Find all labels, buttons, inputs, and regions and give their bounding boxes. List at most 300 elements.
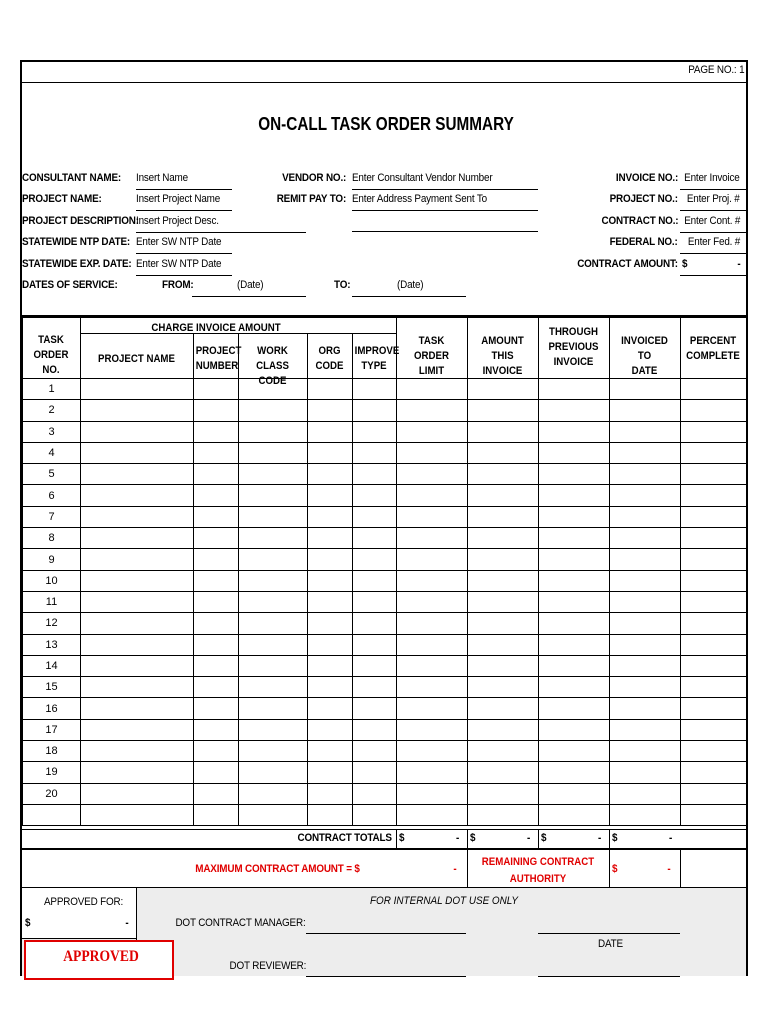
table-cell[interactable] <box>610 379 681 400</box>
table-cell[interactable] <box>81 400 194 421</box>
table-cell[interactable] <box>353 400 397 421</box>
table-cell[interactable] <box>308 677 353 698</box>
table-cell[interactable] <box>308 719 353 740</box>
table-cell[interactable] <box>353 677 397 698</box>
row-number: 12 <box>23 613 81 634</box>
header-through-previous-invoice: THROUGH PREVIOUS INVOICE <box>548 326 599 368</box>
row-number: 15 <box>23 677 81 698</box>
total-value: - <box>669 832 673 844</box>
header-invoiced-to-date: INVOICED TO DATE <box>621 335 668 377</box>
table-cell[interactable] <box>610 464 681 485</box>
row-number: 13 <box>23 634 81 655</box>
table-cell[interactable] <box>239 421 308 442</box>
header-org-code: ORG CODE <box>315 345 344 372</box>
table-cell[interactable] <box>353 655 397 676</box>
table-cell[interactable] <box>539 421 610 442</box>
table-cell[interactable] <box>539 485 610 506</box>
table-cell[interactable] <box>353 485 397 506</box>
table-cell[interactable] <box>81 783 194 804</box>
table-cell[interactable] <box>468 464 539 485</box>
table-cell[interactable] <box>239 549 308 570</box>
table-row <box>23 655 747 676</box>
table-row <box>23 485 747 506</box>
table-cell[interactable] <box>308 591 353 612</box>
table-cell[interactable] <box>468 379 539 400</box>
date-label: DATE <box>598 938 623 950</box>
table-row <box>23 549 747 570</box>
row-number: 17 <box>23 719 81 740</box>
table-cell[interactable] <box>239 506 308 527</box>
table-cell[interactable] <box>397 698 468 719</box>
remit-pay-to-field[interactable]: Enter Address Payment Sent To <box>352 193 487 205</box>
header-amount-this-invoice: AMOUNT THIS INVOICE <box>481 335 524 377</box>
table-cell[interactable] <box>681 762 747 783</box>
table-cell[interactable] <box>610 400 681 421</box>
table-cell[interactable] <box>468 634 539 655</box>
table-cell[interactable] <box>397 762 468 783</box>
row-number: 4 <box>23 442 81 463</box>
table-cell[interactable] <box>81 741 194 762</box>
table-cell[interactable] <box>308 698 353 719</box>
table-cell[interactable] <box>239 464 308 485</box>
table-cell[interactable] <box>539 400 610 421</box>
table-cell[interactable] <box>610 549 681 570</box>
table-cell[interactable] <box>681 421 747 442</box>
table-cell[interactable] <box>308 485 353 506</box>
table-cell[interactable] <box>353 762 397 783</box>
table-cell[interactable] <box>681 570 747 591</box>
table-cell[interactable] <box>539 549 610 570</box>
table-cell[interactable] <box>468 741 539 762</box>
table-cell[interactable] <box>239 698 308 719</box>
table-cell[interactable] <box>468 506 539 527</box>
table-cell[interactable] <box>610 698 681 719</box>
task-order-table <box>22 317 747 826</box>
row-number: 7 <box>23 506 81 527</box>
contract-amount-label: CONTRACT AMOUNT: <box>577 258 678 270</box>
approved-for-label: APPROVED FOR: <box>44 896 124 908</box>
table-cell[interactable] <box>81 698 194 719</box>
right-field-label: INVOICE NO.: <box>615 172 678 184</box>
total-value: - <box>598 832 602 844</box>
table-cell[interactable] <box>397 421 468 442</box>
dot-contract-manager-label: DOT CONTRACT MANAGER: <box>175 917 306 929</box>
approved-stamp: APPROVED <box>24 940 174 980</box>
table-cell[interactable] <box>610 655 681 676</box>
table-cell[interactable] <box>610 570 681 591</box>
table-cell[interactable] <box>397 677 468 698</box>
table-cell[interactable] <box>81 591 194 612</box>
table-cell[interactable] <box>353 719 397 740</box>
table-row <box>23 783 747 804</box>
header-project-name: PROJECT NAME <box>98 353 175 365</box>
table-cell[interactable] <box>397 570 468 591</box>
table-cell[interactable] <box>194 719 239 740</box>
table-row <box>23 762 747 783</box>
left-field-value[interactable]: Enter SW NTP Date <box>136 258 222 270</box>
table-cell[interactable] <box>353 506 397 527</box>
table-cell[interactable] <box>194 613 239 634</box>
table-cell[interactable] <box>397 464 468 485</box>
table-cell[interactable] <box>610 719 681 740</box>
header-task-order-no: TASK ORDER NO. <box>33 334 69 376</box>
table-cell[interactable] <box>239 634 308 655</box>
table-cell[interactable] <box>397 442 468 463</box>
approved-for-value[interactable]: - <box>124 917 128 929</box>
table-cell[interactable] <box>681 591 747 612</box>
table-cell[interactable] <box>539 719 610 740</box>
to-label: TO: <box>334 279 351 291</box>
table-cell[interactable] <box>353 698 397 719</box>
table-cell[interactable] <box>194 379 239 400</box>
table-cell[interactable] <box>397 783 468 804</box>
table-cell[interactable] <box>81 677 194 698</box>
table-cell[interactable] <box>308 464 353 485</box>
table-cell[interactable] <box>194 570 239 591</box>
table-cell[interactable] <box>539 464 610 485</box>
table-cell[interactable] <box>539 379 610 400</box>
table-cell[interactable] <box>194 698 239 719</box>
table-cell[interactable] <box>194 485 239 506</box>
table-row <box>23 741 747 762</box>
table-cell[interactable] <box>681 741 747 762</box>
table-cell[interactable] <box>353 549 397 570</box>
table-cell[interactable] <box>308 741 353 762</box>
table-cell[interactable] <box>308 762 353 783</box>
table-cell[interactable] <box>194 549 239 570</box>
table-cell[interactable] <box>681 506 747 527</box>
total-currency: $ <box>470 832 476 844</box>
vendor-no-label: VENDOR NO.: <box>281 172 346 184</box>
table-cell[interactable] <box>539 783 610 804</box>
table-cell[interactable] <box>194 421 239 442</box>
table-cell[interactable] <box>239 783 308 804</box>
table-cell[interactable] <box>397 379 468 400</box>
table-cell[interactable] <box>353 591 397 612</box>
table-cell[interactable] <box>194 783 239 804</box>
table-cell[interactable] <box>81 528 194 549</box>
total-currency: $ <box>399 832 405 844</box>
table-cell[interactable] <box>353 528 397 549</box>
header-task-order-limit: TASK ORDER LIMIT <box>414 335 449 377</box>
max-contract-label: MAXIMUM CONTRACT AMOUNT = $ <box>195 863 360 875</box>
table-cell[interactable] <box>539 442 610 463</box>
dot-reviewer-label: DOT REVIEWER: <box>229 960 306 972</box>
table-cell[interactable] <box>81 464 194 485</box>
right-field-value[interactable]: Enter Proj. # <box>687 193 740 205</box>
table-cell[interactable] <box>610 634 681 655</box>
table-cell[interactable] <box>353 464 397 485</box>
table-cell[interactable] <box>681 485 747 506</box>
contract-amount-currency: $ <box>682 258 688 270</box>
table-cell[interactable] <box>468 485 539 506</box>
row-number: 20 <box>23 783 81 804</box>
table-cell[interactable] <box>468 400 539 421</box>
table-cell[interactable] <box>194 634 239 655</box>
row-number: 18 <box>23 741 81 762</box>
left-field-value[interactable]: Insert Name <box>136 172 188 184</box>
right-field-value[interactable]: Enter Cont. # <box>684 215 740 227</box>
table-cell[interactable] <box>681 719 747 740</box>
table-row <box>23 677 747 698</box>
table-cell[interactable] <box>397 613 468 634</box>
table-row <box>23 528 747 549</box>
table-cell[interactable] <box>681 655 747 676</box>
table-cell[interactable] <box>397 528 468 549</box>
header-percent-complete: PERCENT COMPLETE <box>686 335 740 362</box>
table-cell[interactable] <box>610 613 681 634</box>
table-cell[interactable] <box>81 506 194 527</box>
table-cell[interactable] <box>468 549 539 570</box>
table-cell[interactable] <box>194 677 239 698</box>
table-cell[interactable] <box>81 655 194 676</box>
table-cell[interactable] <box>539 762 610 783</box>
max-contract-value: - <box>452 863 456 875</box>
table-cell[interactable] <box>539 528 610 549</box>
table-cell[interactable] <box>81 634 194 655</box>
remit-pay-to-label: REMIT PAY TO: <box>276 193 346 205</box>
table-cell[interactable] <box>81 485 194 506</box>
table-cell[interactable] <box>239 485 308 506</box>
from-date-field[interactable]: (Date) <box>237 279 264 291</box>
table-cell[interactable] <box>81 379 194 400</box>
left-field-label: PROJECT NAME: <box>22 193 102 205</box>
table-row <box>23 421 747 442</box>
table-cell[interactable] <box>468 719 539 740</box>
table-cell[interactable] <box>610 421 681 442</box>
table-cell[interactable] <box>397 655 468 676</box>
table-row <box>23 613 747 634</box>
table-cell[interactable] <box>681 442 747 463</box>
table-cell[interactable] <box>308 528 353 549</box>
table-cell[interactable] <box>468 421 539 442</box>
table-cell[interactable] <box>308 421 353 442</box>
table-cell[interactable] <box>681 549 747 570</box>
from-label: FROM: <box>162 279 194 291</box>
table-cell[interactable] <box>194 442 239 463</box>
row-number: 5 <box>23 464 81 485</box>
table-cell[interactable] <box>308 549 353 570</box>
table-cell[interactable] <box>468 698 539 719</box>
table-cell[interactable] <box>239 677 308 698</box>
table-row <box>23 719 747 740</box>
table-row <box>23 379 747 400</box>
contract-amount-value[interactable]: - <box>736 258 740 270</box>
table-cell[interactable] <box>308 442 353 463</box>
table-cell[interactable] <box>539 741 610 762</box>
table-cell[interactable] <box>468 528 539 549</box>
table-cell[interactable] <box>610 677 681 698</box>
vendor-no-field[interactable]: Enter Consultant Vendor Number <box>352 172 493 184</box>
table-cell[interactable] <box>610 528 681 549</box>
table-cell[interactable] <box>81 549 194 570</box>
table-cell[interactable] <box>539 570 610 591</box>
header-project-number: PROJECT NUMBER <box>195 345 242 372</box>
table-cell[interactable] <box>397 506 468 527</box>
table-cell[interactable] <box>81 570 194 591</box>
table-row <box>23 442 747 463</box>
table-cell[interactable] <box>194 762 239 783</box>
internal-use-label: FOR INTERNAL DOT USE ONLY <box>370 895 518 907</box>
table-cell[interactable] <box>81 442 194 463</box>
form-frame <box>20 60 748 976</box>
table-cell[interactable] <box>239 719 308 740</box>
table-cell[interactable] <box>81 719 194 740</box>
row-number: 9 <box>23 549 81 570</box>
table-cell[interactable] <box>681 613 747 634</box>
table-cell[interactable] <box>681 634 747 655</box>
left-field-label: CONSULTANT NAME: <box>22 172 122 184</box>
table-cell[interactable] <box>468 591 539 612</box>
page-number: PAGE NO.: 1 <box>687 64 744 76</box>
row-number: 14 <box>23 655 81 676</box>
table-cell[interactable] <box>610 506 681 527</box>
right-field-value[interactable]: Enter Invoice <box>684 172 740 184</box>
table-cell[interactable] <box>353 421 397 442</box>
table-cell[interactable] <box>308 379 353 400</box>
approved-for-currency: $ <box>25 917 31 929</box>
remaining-contract-label: REMAINING CONTRACT AUTHORITY <box>481 856 595 885</box>
table-cell[interactable] <box>194 591 239 612</box>
row-number: 6 <box>23 485 81 506</box>
table-cell[interactable] <box>239 655 308 676</box>
table-cell[interactable] <box>239 442 308 463</box>
table-cell[interactable] <box>539 591 610 612</box>
table-cell[interactable] <box>681 400 747 421</box>
table-cell[interactable] <box>194 506 239 527</box>
table-cell[interactable] <box>539 698 610 719</box>
table-cell[interactable] <box>81 421 194 442</box>
table-cell[interactable] <box>353 613 397 634</box>
table-cell[interactable] <box>610 783 681 804</box>
right-field-value[interactable]: Enter Fed. # <box>687 236 740 248</box>
dates-of-service-label: DATES OF SERVICE: <box>22 279 118 291</box>
table-cell[interactable] <box>610 442 681 463</box>
table-cell[interactable] <box>353 783 397 804</box>
table-cell[interactable] <box>681 464 747 485</box>
table-row <box>23 506 747 527</box>
table-cell[interactable] <box>239 613 308 634</box>
table-cell[interactable] <box>681 379 747 400</box>
header-improve-type: IMPROVE TYPE <box>354 345 400 372</box>
table-row <box>23 400 747 421</box>
table-cell[interactable] <box>239 570 308 591</box>
table-cell[interactable] <box>610 762 681 783</box>
table-cell[interactable] <box>308 613 353 634</box>
table-cell[interactable] <box>397 634 468 655</box>
header-work-class-code: WORK CLASS CODE <box>256 345 289 387</box>
table-cell[interactable] <box>353 379 397 400</box>
row-number: 19 <box>23 762 81 783</box>
table-cell[interactable] <box>353 741 397 762</box>
table-cell[interactable] <box>681 677 747 698</box>
table-row <box>23 570 747 591</box>
table-cell[interactable] <box>468 762 539 783</box>
left-field-label: PROJECT DESCRIPTION: <box>22 215 139 227</box>
row-number: 16 <box>23 698 81 719</box>
table-cell[interactable] <box>239 528 308 549</box>
table-row <box>23 464 747 485</box>
table-cell[interactable] <box>81 613 194 634</box>
table-cell[interactable] <box>353 634 397 655</box>
total-currency: $ <box>612 832 618 844</box>
table-cell[interactable] <box>539 655 610 676</box>
table-cell[interactable] <box>468 613 539 634</box>
table-cell[interactable] <box>397 549 468 570</box>
header-charge-invoice-amount: CHARGE INVOICE AMOUNT <box>151 322 281 334</box>
table-cell[interactable] <box>610 741 681 762</box>
table-cell[interactable] <box>468 570 539 591</box>
table-cell[interactable] <box>539 613 610 634</box>
table-cell[interactable] <box>239 591 308 612</box>
table-cell[interactable] <box>194 464 239 485</box>
row-number: 1 <box>23 379 81 400</box>
table-cell[interactable] <box>239 762 308 783</box>
table-cell[interactable] <box>681 528 747 549</box>
table-cell[interactable] <box>468 783 539 804</box>
table-cell[interactable] <box>468 677 539 698</box>
table-cell[interactable] <box>539 634 610 655</box>
table-cell[interactable] <box>308 783 353 804</box>
left-field-label: STATEWIDE NTP DATE: <box>22 236 131 248</box>
left-field-value[interactable]: Enter SW NTP Date <box>136 236 222 248</box>
right-field-label: FEDERAL NO.: <box>609 236 678 248</box>
table-cell[interactable] <box>308 400 353 421</box>
table-cell[interactable] <box>397 719 468 740</box>
table-cell[interactable] <box>239 741 308 762</box>
table-cell[interactable] <box>353 570 397 591</box>
table-cell[interactable] <box>308 506 353 527</box>
table-cell[interactable] <box>194 655 239 676</box>
table-cell[interactable] <box>610 591 681 612</box>
right-field-label: PROJECT NO.: <box>609 193 678 205</box>
table-cell[interactable] <box>681 698 747 719</box>
table-cell[interactable] <box>681 783 747 804</box>
table-cell[interactable] <box>397 400 468 421</box>
table-cell[interactable] <box>239 400 308 421</box>
table-cell[interactable] <box>194 400 239 421</box>
table-cell[interactable] <box>610 485 681 506</box>
table-row <box>23 698 747 719</box>
table-cell[interactable] <box>353 442 397 463</box>
table-cell[interactable] <box>468 442 539 463</box>
table-cell[interactable] <box>397 741 468 762</box>
left-field-value[interactable]: Insert Project Name <box>136 193 221 205</box>
table-cell[interactable] <box>539 677 610 698</box>
total-value: - <box>456 832 460 844</box>
table-cell[interactable] <box>397 485 468 506</box>
row-number: 10 <box>23 570 81 591</box>
table-cell[interactable] <box>397 591 468 612</box>
right-field-label: CONTRACT NO.: <box>601 215 678 227</box>
to-date-field[interactable]: (Date) <box>397 279 424 291</box>
table-cell[interactable] <box>468 655 539 676</box>
table-cell[interactable] <box>308 655 353 676</box>
row-number: 8 <box>23 528 81 549</box>
left-field-label: STATEWIDE EXP. DATE: <box>22 258 132 270</box>
table-cell[interactable] <box>81 762 194 783</box>
table-cell[interactable] <box>194 741 239 762</box>
table-row <box>23 634 747 655</box>
contract-totals-label: CONTRACT TOTALS <box>297 832 392 844</box>
left-field-value[interactable]: Insert Project Desc. <box>136 215 219 227</box>
table-cell[interactable] <box>308 634 353 655</box>
table-cell[interactable] <box>539 506 610 527</box>
row-number: 11 <box>23 591 81 612</box>
table-cell[interactable] <box>308 570 353 591</box>
total-currency: $ <box>541 832 547 844</box>
table-cell[interactable] <box>194 528 239 549</box>
